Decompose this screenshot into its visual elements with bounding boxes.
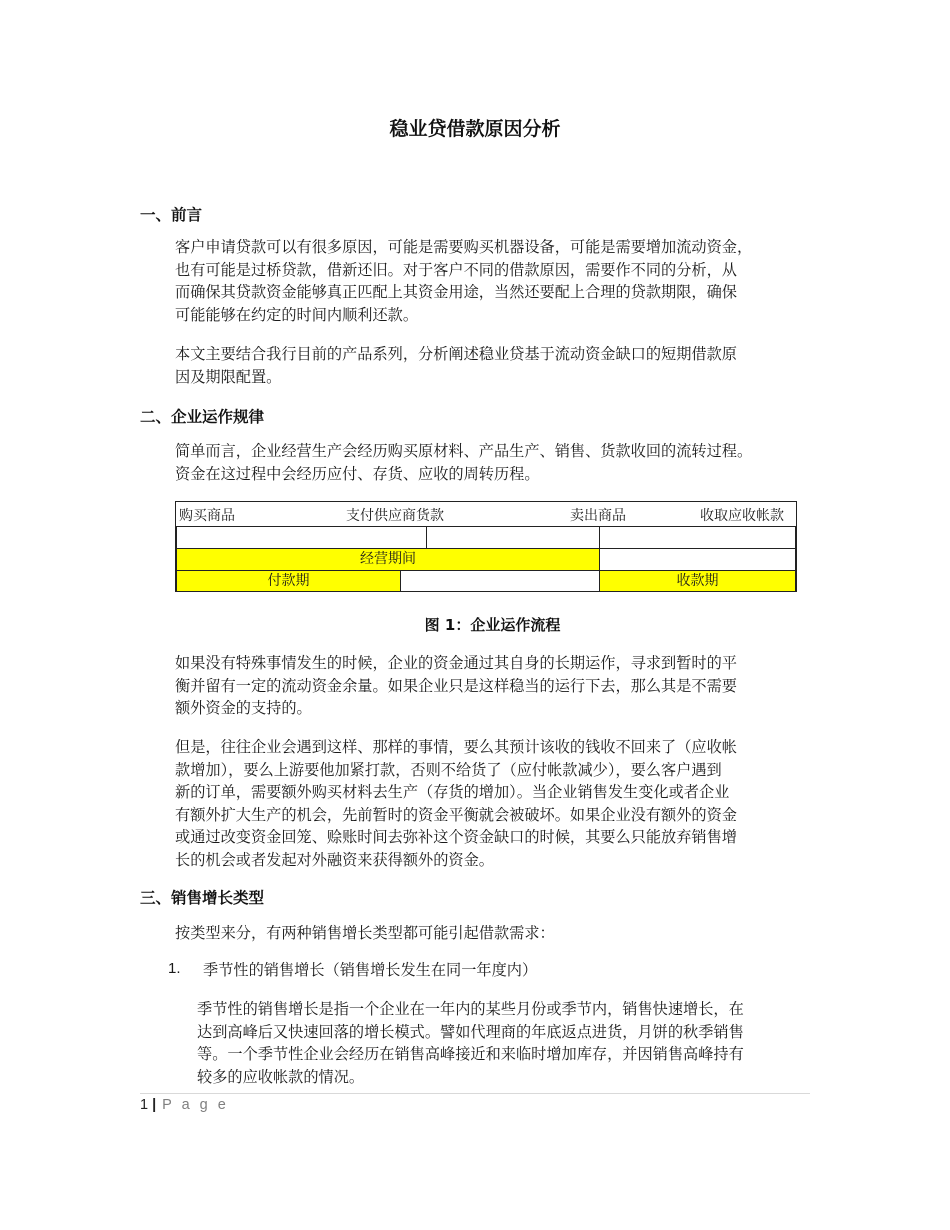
text-line: 本文主要结合我行目前的产品系列，分析阐述稳业贷基于流动资金缺口的短期借款原 xyxy=(175,345,737,363)
page-label: P a g e xyxy=(162,1097,229,1113)
intro-paragraph-2 xyxy=(175,343,825,388)
intro-paragraph-1 xyxy=(175,236,825,326)
empty-cell xyxy=(599,526,796,549)
sales-growth-intro: 按类型来分，有两种销售增长类型都可能引起借款需求： xyxy=(175,924,555,942)
section-heading-operation: 二、企业运作规律 xyxy=(140,408,265,426)
figure-caption: 图 1：企业运作流程 xyxy=(424,616,561,634)
label-collect: 收取应收帐款 xyxy=(700,508,784,524)
seasonal-paragraph xyxy=(197,998,817,1088)
section-heading-sales-growth: 三、销售增长类型 xyxy=(140,889,265,907)
text-line: 而确保其贷款资金能够真正匹配上其资金用途，当然还要配上合理的贷款期限，确保 xyxy=(175,283,737,301)
empty-cell xyxy=(426,526,600,549)
collection-period-bar: 收款期 xyxy=(599,570,796,592)
text-line: 或通过改变资金回笼、赊账时间去弥补这个资金缺口的时候，其要么只能放弃销售增 xyxy=(175,828,737,846)
label-sell: 卖出商品 xyxy=(570,508,626,524)
label-pay-supplier: 支付供应商货款 xyxy=(346,508,444,524)
text-line: 有额外扩大生产的机会，先前暂时的资金平衡就会被破坏。如果企业没有额外的资金 xyxy=(175,805,737,824)
text-line: 客户申请贷款可以有很多原因，可能是需要购买机器设备，可能是需要增加流动资金， xyxy=(175,238,753,256)
text-line: 衡并留有一定的流动资金余量。如果企业只是这样稳当的运行下去，那么其是不需要 xyxy=(175,676,737,695)
text-line: 新的订单，需要额外购买材料去生产（存货的增加）。当企业销售发生变化或者企业 xyxy=(175,783,730,801)
page-number: 1 xyxy=(140,1097,149,1113)
footer-separator: | xyxy=(152,1097,157,1113)
list-number: 1. xyxy=(168,960,181,977)
text-line: 达到高峰后又快速回落的增长模式。譬如代理商的年底返点进货，月饼的秋季销售 xyxy=(197,1022,744,1041)
text-line: 等。一个季节性企业会经历在销售高峰接近和来临时增加库存，并因销售高峰持有 xyxy=(197,1045,744,1063)
operation-paragraph-1 xyxy=(175,440,835,485)
text-line: 因及期限配置。 xyxy=(175,367,282,386)
section-heading-intro: 一、前言 xyxy=(140,206,203,224)
payment-period-bar: 付款期 xyxy=(176,570,401,592)
document-title: 稳业贷借款原因分析 xyxy=(389,118,561,140)
list-item-seasonal: 季节性的销售增长（销售增长发生在同一年度内） xyxy=(203,961,538,979)
footer-divider xyxy=(140,1093,810,1094)
operation-flow-table xyxy=(175,501,797,592)
label-purchase: 购买商品 xyxy=(179,508,235,524)
page-footer xyxy=(140,1097,229,1113)
text-line: 也有可能是过桥贷款，借新还旧。对于客户不同的借款原因，需要作不同的分析，从 xyxy=(175,260,737,279)
empty-cell xyxy=(599,548,796,571)
empty-cell xyxy=(400,570,600,592)
text-line: 较多的应收帐款的情况。 xyxy=(197,1067,365,1086)
text-line: 额外资金的支持的。 xyxy=(175,699,312,717)
operation-paragraph-3 xyxy=(175,736,825,871)
text-line: 简单而言，企业经营生产会经历购买原材料、产品生产、销售、货款收回的流转过程。 xyxy=(175,442,753,460)
text-line: 如果没有特殊事情发生的时候，企业的资金通过其自身的长期运作，寻求到暂时的平 xyxy=(175,654,737,672)
text-line: 资金在这过程中会经历应付、存货、应收的周转历程。 xyxy=(175,464,540,483)
text-line: 但是，往往企业会遇到这样、那样的事情，要么其预计该收的钱收不回来了（应收帐 xyxy=(175,738,737,756)
operating-period-bar: 经营期间 xyxy=(176,548,600,571)
text-line: 款增加），要么上游要他加紧打款，否则不给货了（应付帐款减少），要么客户遇到 xyxy=(175,760,722,779)
text-line: 季节性的销售增长是指一个企业在一年内的某些月份或季节内，销售快速增长，在 xyxy=(197,1000,744,1018)
empty-cell xyxy=(176,526,427,549)
text-line: 可能能够在约定的时间内顺利还款。 xyxy=(175,305,418,324)
operation-paragraph-2 xyxy=(175,652,825,720)
text-line: 长的机会或者发起对外融资来获得额外的资金。 xyxy=(175,850,494,869)
